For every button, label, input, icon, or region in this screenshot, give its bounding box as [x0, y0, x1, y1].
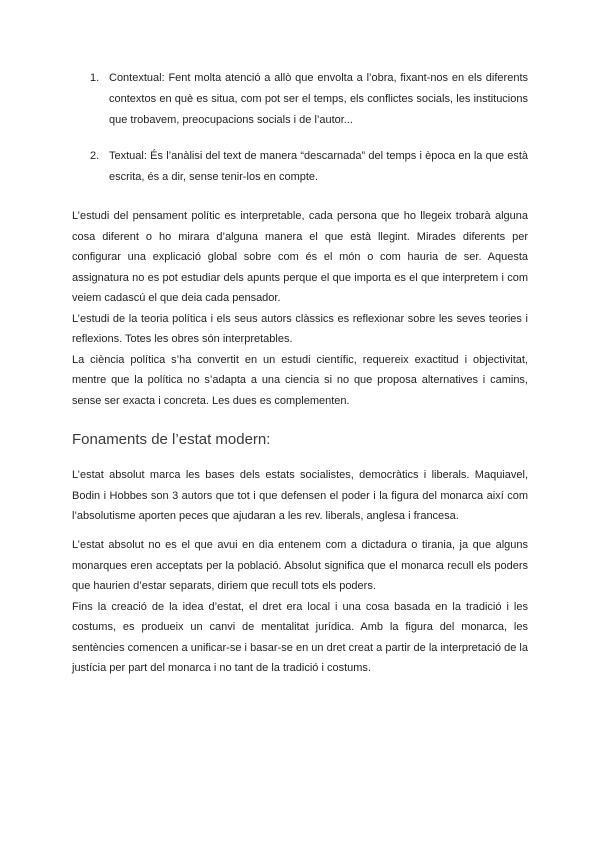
- intro-text: [72, 206, 528, 411]
- list-item-number: 2.: [90, 150, 100, 162]
- list-item-text: Contextual: Fent molta atenció a allò que envolta a l’obra, fixant-nos en els diferents contextos en què es situa, com pot ser el temps, els conflictes socials, les institucions que trobavem, preocupacions socials i de l’autor...: [109, 72, 528, 126]
- section-intro: [72, 465, 528, 527]
- paragraph: L’estudi de la teoria política i els seus autors clàssics es reflexionar sobre les seves teories i reflexions. Totes les obres són interpretables.: [72, 312, 528, 345]
- list-item-text: Textual: És l’anàlisi del text de manera “descarnada” del temps i època en la que està escrita, és a dir, sense tenir-los en compte.: [109, 150, 528, 183]
- paragraph: L’estat absolut no es el que avui en dia entenem com a dictadura o tirania, ja que alguns monarques eren acceptats per la població. Absolut significa que el monarca recull els poders que haurien d’estar separats, diriem que recull tots els poders.: [72, 539, 528, 592]
- paragraph: L’estudi del pensament polític es interpretable, cada persona que ho llegeix trobarà alguna cosa diferent o ho mirara d’alguna manera el que està llegint. Mirades diferents per configurar una explicació global sobre com és el món o com hauria de ser. Aquesta assignatura no es pot estudiar dels apunts perque el que importa es el que interpretem i com veiem cadascú el que deia cada pensador.: [72, 210, 528, 304]
- paragraph: Fins la creació de la idea d’estat, el dret era local i una cosa basada en la tradició i les costums, es produeix un canvi de mentalitat jurídica. Amb la figura del monarca, les sentències comencen a unificar-se i basar-se en un dret creat a partir de la interpretació de la justícia per part del monarca i no tant de la tradició i costums.: [72, 600, 528, 674]
- section-heading: Fonaments de l’estat modern:: [72, 431, 271, 448]
- paragraph: La ciència política s’ha convertit en un estudi científic, requereix exactitud i objectivitat, mentre que la política no s’adapta a una ciencia si no que proposa alternatives i camins, sense ser exacta i concreta. Les dues es complementen.: [72, 353, 528, 407]
- list-item: [90, 68, 528, 131]
- list-item-number: 1.: [90, 72, 100, 84]
- paragraph: L’estat absolut marca les bases dels estats socialistes, democràtics i liberals. Maquiavel, Bodin i Hobbes son 3 autors que tot i que defensen el poder i la figura del monarca així com l’absolutisme aporten peces que ajudaran a les rev. liberals, anglesa i francesa.: [72, 469, 528, 522]
- list-item: [90, 146, 528, 188]
- section-body: [72, 535, 528, 679]
